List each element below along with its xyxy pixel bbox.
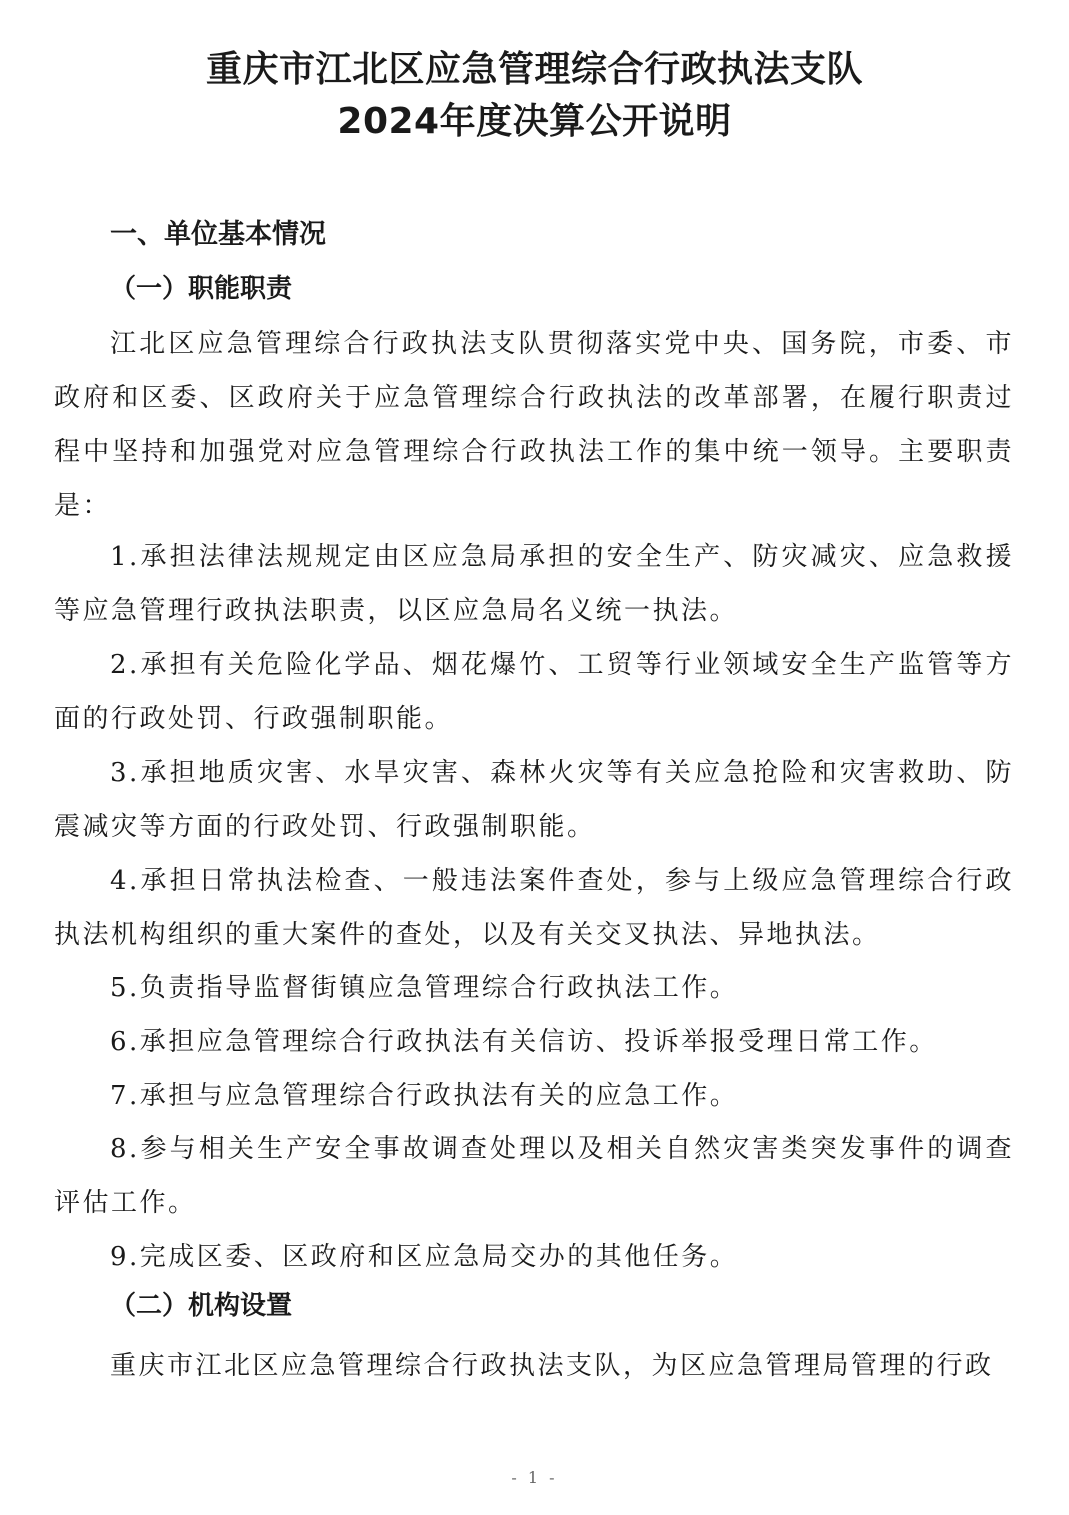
duty-item-3: 3.承担地质灾害、水旱灾害、森林火灾等有关应急抢险和灾害救助、防震减灾等方面的行政处罚、行政强制职能。 (54, 758, 1014, 842)
duty-item-8: 8.参与相关生产安全事故调查处理以及相关自然灾害类突发事件的调查评估工作。 (54, 1134, 1014, 1218)
duty-item-7: 7.承担与应急管理综合行政执法有关的应急工作。 (110, 1081, 739, 1111)
subsection-heading-organization: （二）机构设置 (110, 1291, 293, 1321)
document-title-line2: 2024年度决算公开说明 (337, 101, 732, 142)
organization-paragraph: 重庆市江北区应急管理综合行政执法支队，为区应急管理局管理的行政 (110, 1351, 994, 1381)
functions-intro-paragraph: 江北区应急管理综合行政执法支队贯彻落实党中央、国务院，市委、市政府和区委、区政府关于应急管理综合行政执法的改革部署，在履行职责过程中坚持和加强党对应急管理综合行政执法工作的集中统一领导。主要职责是： (54, 329, 1014, 521)
duty-item-1: 1.承担法律法规规定由区应急局承担的安全生产、防灾减灾、应急救援等应急管理行政执法职责，以区应急局名义统一执法。 (54, 542, 1014, 626)
duty-item-5: 5.负责指导监督街镇应急管理综合行政执法工作。 (110, 973, 739, 1003)
page-number: - 1 - (511, 1468, 558, 1487)
document-title-line1: 重庆市江北区应急管理综合行政执法支队 (205, 49, 863, 90)
subsection-heading-functions: （一）职能职责 (110, 274, 293, 304)
duty-item-9: 9.完成区委、区政府和区应急局交办的其他任务。 (110, 1242, 739, 1272)
duty-item-2: 2.承担有关危险化学品、烟花爆竹、工贸等行业领域安全生产监管等方面的行政处罚、行政强制职能。 (54, 650, 1014, 734)
duty-item-6: 6.承担应急管理综合行政执法有关信访、投诉举报受理日常工作。 (110, 1027, 938, 1057)
section-heading-basic-info: 一、单位基本情况 (110, 219, 326, 250)
duty-item-4: 4.承担日常执法检查、一般违法案件查处，参与上级应急管理综合行政执法机构组织的重大案件的查处，以及有关交叉执法、异地执法。 (54, 866, 1014, 950)
